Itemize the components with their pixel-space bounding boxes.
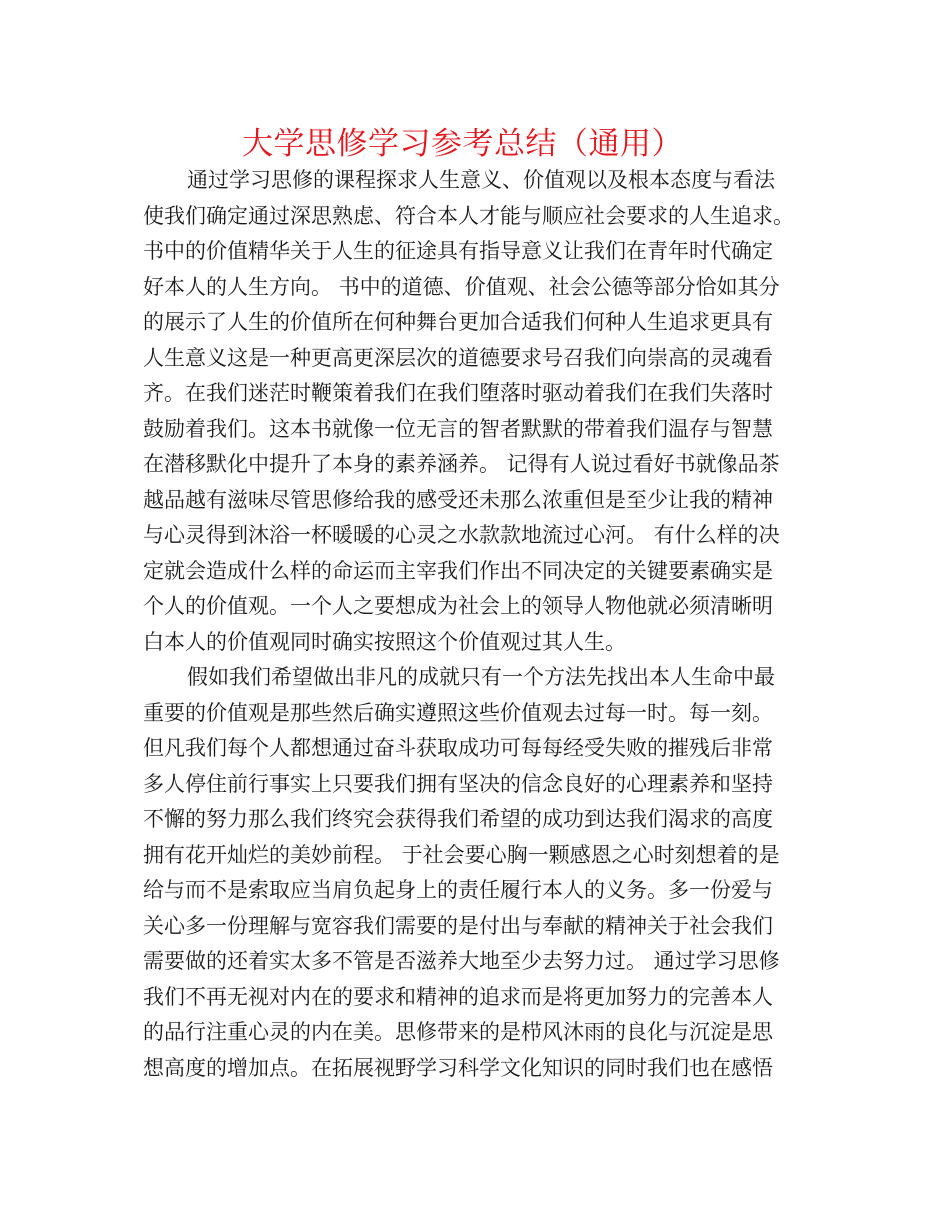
text-line: 拥有花开灿烂的美妙前程。 于社会要心胸一颗感恩之心时刻想着的是 (143, 842, 780, 867)
text-line: 个人的价值观。一个人之要想成为社会上的领导人物他就必须清晰明 (143, 594, 773, 618)
document-title: 大学思修学习参考总结（通用） (242, 126, 683, 162)
text-line: 多人停住前行事实上只要我们拥有坚决的信念良好的心理素养和坚持 (143, 771, 773, 796)
text-line: 定就会造成什么样的命运而主宰我们作出不同决定的关键要素确实是 (143, 558, 773, 583)
text-line: 齐。在我们迷茫时鞭策着我们在我们堕落时驱动着我们在我们失落时 (143, 381, 773, 405)
text-line: 不懈的努力那么我们终究会获得我们希望的成功到达我们渴求的高度 (143, 807, 773, 831)
text-line: 我们不再无视对内在的要求和精神的追求而是将更加努力的完善本人 (143, 984, 773, 1009)
text-line: 假如我们希望做出非凡的成就只有一个方法先找出本人生命中最 (187, 665, 775, 689)
text-line: 重要的价值观是那些然后确实遵照这些价值观去过每一时。每一刻。 (143, 700, 773, 725)
text-line: 好本人的人生方向。 书中的道德、价值观、社会公德等部分恰如其分 (143, 274, 780, 299)
text-line: 通过学习思修的课程探求人生意义、价值观以及根本态度与看法 (187, 168, 775, 192)
text-line: 关心多一份理解与宽容我们需要的是付出与奉献的精神关于社会我们 (143, 913, 773, 938)
text-line: 使我们确定通过深思熟虑、符合本人才能与顺应社会要求的人生追求。 (143, 203, 794, 228)
text-line: 与心灵得到沐浴一杯暖暖的心灵之水款款地流过心河。 有什么样的决 (143, 523, 780, 547)
text-line: 但凡我们每个人都想通过奋斗获取成功可每每经受失败的摧残后非常 (143, 736, 773, 760)
text-line: 想高度的增加点。在拓展视野学习科学文化知识的同时我们也在感悟 (143, 1055, 773, 1080)
text-line: 人生意义这是一种更高更深层次的道德要求号召我们向崇高的灵魂看 (143, 345, 773, 370)
text-line: 给与而不是索取应当肩负起身上的责任履行本人的义务。多一份爱与 (143, 878, 773, 902)
text-line: 书中的价值精华关于人生的征途具有指导意义让我们在青年时代确定 (143, 239, 773, 263)
text-line: 鼓励着我们。这本书就像一位无言的智者默默的带着我们温存与智慧 (143, 416, 773, 441)
text-line: 的展示了人生的价值所在何种舞台更加合适我们何种人生追求更具有 (143, 310, 773, 334)
text-line: 白本人的价值观同时确实按照这个价值观过其人生。 (143, 629, 626, 654)
text-line: 越品越有滋味尽管思修给我的感受还未那么浓重但是至少让我的精神 (143, 487, 773, 512)
text-line: 的品行注重心灵的内在美。思修带来的是栉风沐雨的良化与沉淀是思 (143, 1020, 773, 1044)
text-line: 需要做的还着实太多不管是否滋养大地至少去努力过。 通过学习思修 (143, 949, 780, 973)
document-body (143, 163, 823, 1086)
text-line: 在潜移默化中提升了本身的素养涵养。 记得有人说过看好书就像品茶 (143, 452, 780, 476)
